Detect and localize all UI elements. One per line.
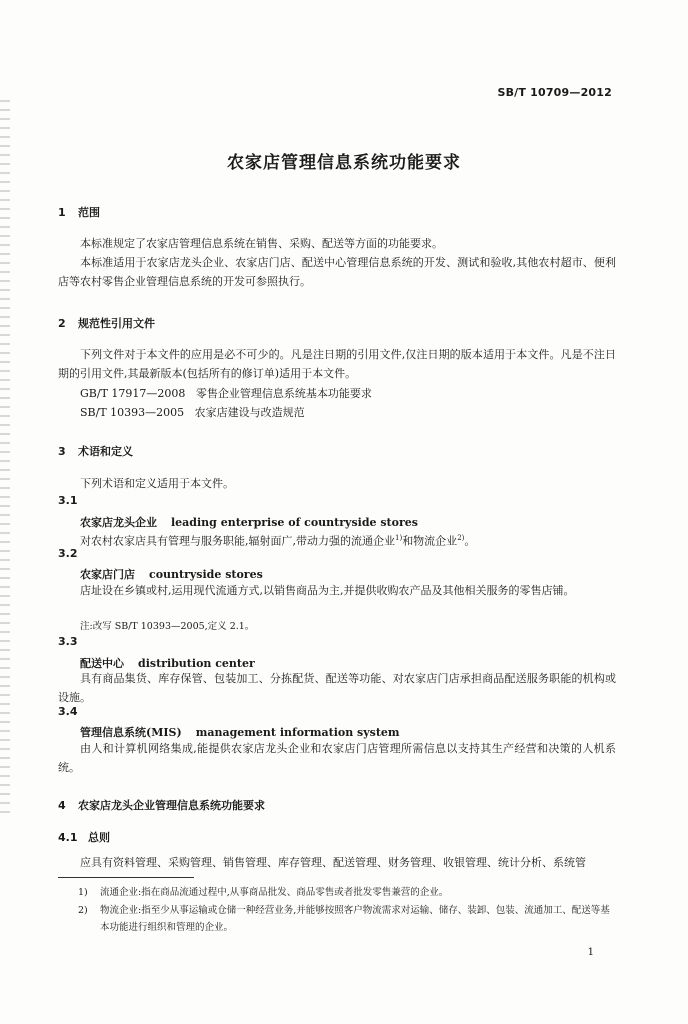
section-title: 农家店龙头企业管理信息系统功能要求 bbox=[78, 799, 265, 812]
term-number: 3.4 bbox=[58, 705, 78, 718]
footnote-text: 流通企业:指在商品流通过程中,从事商品批发、商品零售或者批发零售兼营的企业。 bbox=[100, 887, 449, 898]
scan-edge-artifact bbox=[0, 100, 10, 820]
reference-title: 农家店建设与改造规范 bbox=[194, 406, 305, 419]
footnote-text: 物流企业:指至少从事运输或仓储一种经营业务,并能够按照客户物流需求对运输、储存、装卸、包装、流通加工、配送等基本功能进行组织和管理的企业。 bbox=[100, 905, 610, 933]
standard-code: SB/T 10709—2012 bbox=[497, 86, 612, 99]
section-title: 范围 bbox=[78, 206, 100, 219]
section-title: 术语和定义 bbox=[78, 445, 133, 458]
reference-code: GB/T 17917—2008 bbox=[80, 387, 186, 400]
section-1-heading bbox=[58, 204, 100, 220]
footnote-number: 1) bbox=[78, 887, 88, 898]
term-3-4 bbox=[80, 724, 400, 740]
term-number: 3.3 bbox=[58, 635, 78, 648]
term-number: 3.1 bbox=[58, 494, 78, 507]
reference-item bbox=[80, 404, 305, 420]
term-3-2 bbox=[80, 566, 263, 582]
term-cn: 农家店门店 bbox=[80, 568, 135, 581]
section-title: 规范性引用文件 bbox=[78, 317, 155, 330]
definition-text: 。 bbox=[464, 534, 476, 548]
section-4-heading bbox=[58, 797, 265, 813]
definition-text: 对农村农家店具有管理与服务职能,辐射面广,带动力强的流通企业 bbox=[80, 534, 395, 548]
term-3-2-definition: 店址设在乡镇或村,运用现代流通方式,以销售商品为主,并提供收购农产品及其他相关服务的零售店铺。 bbox=[80, 584, 575, 597]
term-en: leading enterprise of countryside stores bbox=[171, 516, 418, 529]
section-1-paragraph-2: 本标准适用于农家店龙头企业、农家店门店、配送中心管理信息系统的开发、测试和验收,其他农村超市、便利店等农村零售企业管理信息系统的开发可参照执行。 bbox=[58, 256, 616, 288]
term-en: distribution center bbox=[138, 657, 255, 670]
section-3-intro: 下列术语和定义适用于本文件。 bbox=[80, 477, 234, 490]
section-number: 2 bbox=[58, 317, 66, 330]
page-number: 1 bbox=[587, 947, 594, 958]
term-3-3-definition: 具有商品集货、库存保管、包装加工、分拣配货、配送等功能、对农家店门店承担商品配送服务职能的机构或设施。 bbox=[58, 672, 616, 704]
term-number: 3.2 bbox=[58, 547, 78, 560]
section-number: 4 bbox=[58, 799, 66, 812]
footnote-ref-2[interactable]: 2) bbox=[457, 534, 465, 542]
reference-code: SB/T 10393—2005 bbox=[80, 406, 185, 419]
section-4-1-heading bbox=[58, 829, 110, 845]
document-title: 农家店管理信息系统功能要求 bbox=[227, 153, 461, 173]
section-number: 3 bbox=[58, 445, 66, 458]
term-3-1 bbox=[80, 514, 418, 530]
footnote-number: 2) bbox=[78, 905, 88, 916]
section-4-1-paragraph: 应具有资料管理、采购管理、销售管理、库存管理、配送管理、财务管理、收银管理、统计分析、系统管 bbox=[80, 856, 586, 869]
section-1-paragraph-1: 本标准规定了农家店管理信息系统在销售、采购、配送等方面的功能要求。 bbox=[80, 237, 443, 250]
section-2-heading bbox=[58, 315, 155, 331]
section-3-heading bbox=[58, 443, 133, 459]
reference-title: 零售企业管理信息系统基本功能要求 bbox=[195, 387, 372, 400]
section-title: 总则 bbox=[88, 831, 110, 844]
footnote-2 bbox=[78, 902, 618, 936]
definition-text: 和物流企业 bbox=[402, 534, 458, 548]
term-en: countryside stores bbox=[149, 568, 263, 581]
reference-item bbox=[80, 385, 372, 401]
term-en: management information system bbox=[195, 726, 400, 739]
section-number: 1 bbox=[58, 206, 66, 219]
footnote-1 bbox=[78, 884, 618, 901]
section-number: 4.1 bbox=[58, 831, 78, 844]
term-cn: 管理信息系统(MIS) bbox=[80, 726, 182, 739]
term-cn: 农家店龙头企业 bbox=[80, 516, 157, 529]
term-3-4-definition: 由人和计算机网络集成,能提供农家店龙头企业和农家店门店管理所需信息以支持其生产经营和决策的人机系统。 bbox=[58, 742, 616, 774]
footnote-ref-1[interactable]: 1) bbox=[395, 534, 403, 542]
term-cn: 配送中心 bbox=[80, 657, 124, 670]
section-2-paragraph: 下列文件对于本文件的应用是必不可少的。凡是注日期的引用文件,仅注日期的版本适用于本文件。凡是不注日期的引用文件,其最新版本(包括所有的修订单)适用于本文件。 bbox=[58, 348, 616, 380]
footnote-separator bbox=[58, 877, 194, 878]
term-3-2-note: 注:改写 SB/T 10393—2005,定义 2.1。 bbox=[80, 621, 255, 632]
term-3-1-definition bbox=[58, 529, 616, 551]
